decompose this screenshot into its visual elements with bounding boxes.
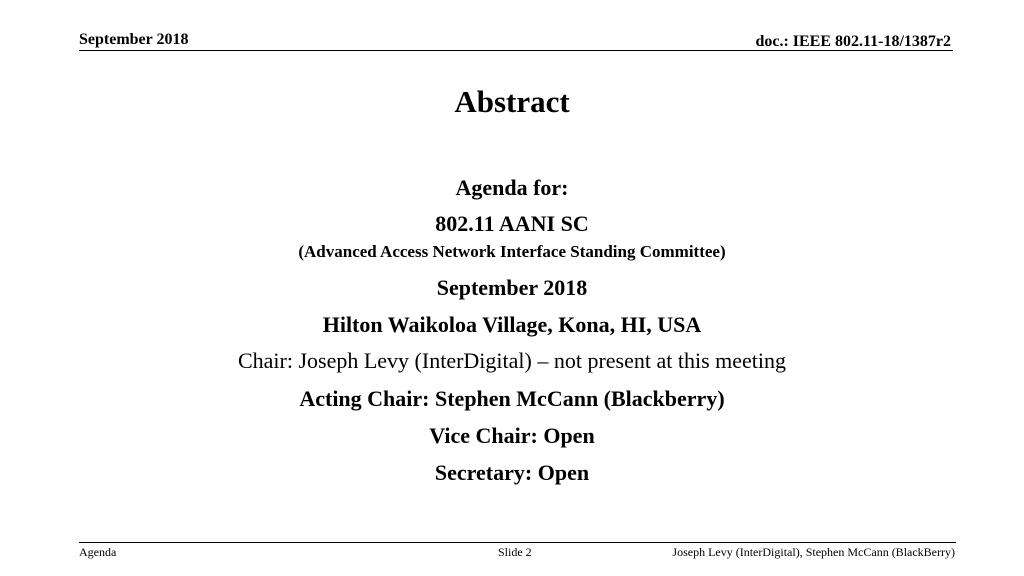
session-date: September 2018 (436, 275, 588, 300)
slide-number: Slide 2 (498, 545, 532, 559)
chair: Chair: Joseph Levy (InterDigital) – not present at this meeting (237, 348, 787, 373)
venue: Hilton Waikoloa Village, Kona, HI, USA (322, 312, 702, 337)
acting-chair: Acting Chair: Stephen McCann (Blackberry) (299, 386, 725, 411)
footer-divider (79, 542, 956, 543)
secretary: Secretary: Open (434, 460, 590, 485)
header-doc-id: doc.: IEEE 802.11-18/1387r2 (755, 33, 951, 50)
committee-full-name: (Advanced Access Network Interface Standing Committee) (298, 242, 726, 261)
committee-name: 802.11 AANI SC (435, 211, 589, 236)
footer-left: Agenda (79, 545, 117, 559)
header-date: September 2018 (79, 31, 189, 48)
header-divider (79, 50, 953, 51)
vice-chair: Vice Chair: Open (429, 423, 595, 448)
slide-title: Abstract (454, 84, 570, 119)
agenda-for-label: Agenda for: (455, 175, 569, 200)
footer-authors: Joseph Levy (InterDigital), Stephen McCann (BlackBerry) (672, 545, 955, 559)
